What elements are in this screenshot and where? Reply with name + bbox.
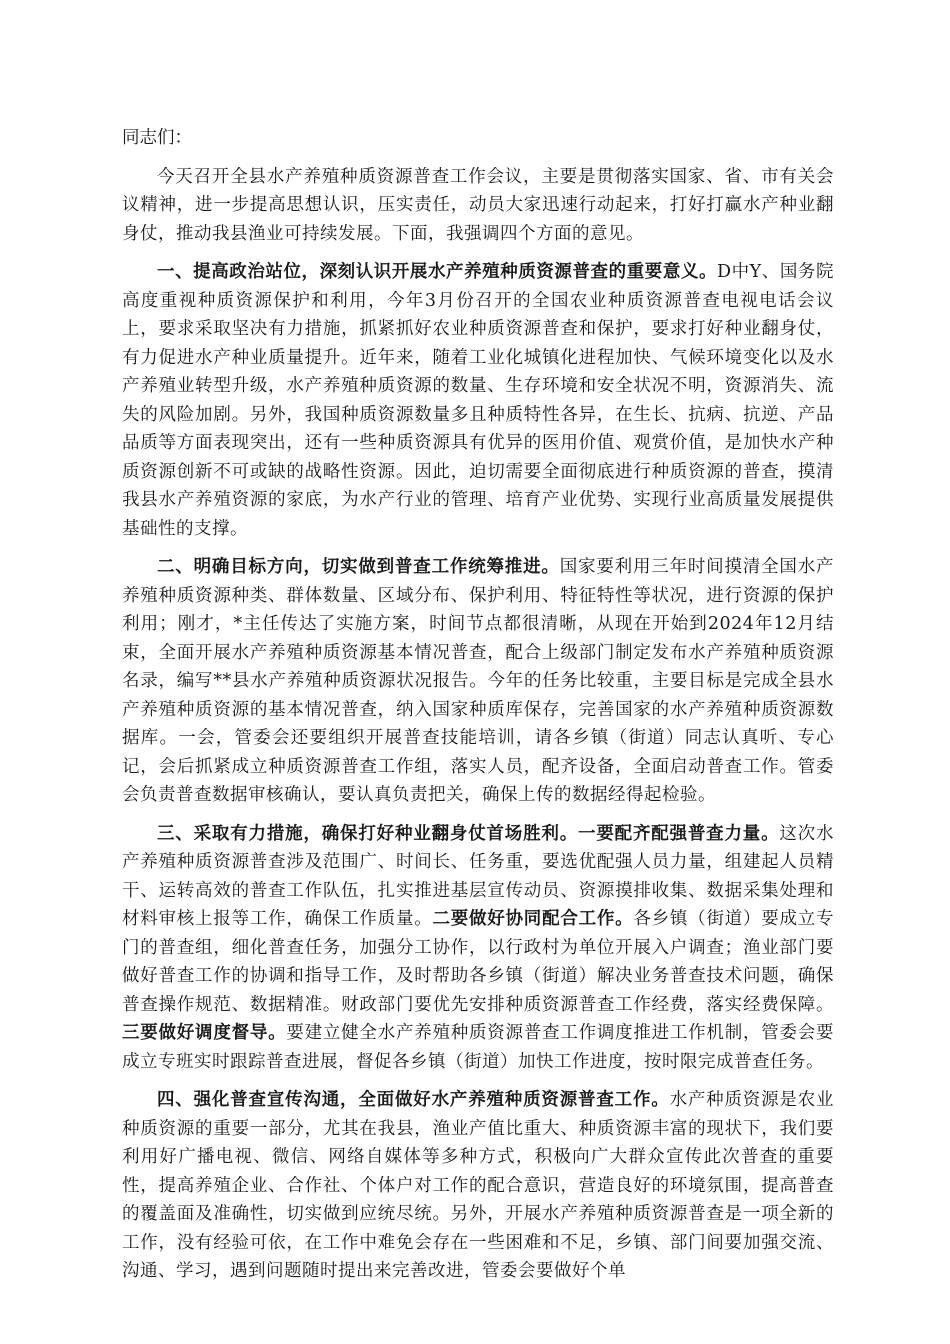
section-2-body: 国家要利用三年时间摸清全国水产养殖种质资源种类、群体数量、区域分布、保护利用、特征特性等状况，进行资源的保护利用；刚才，*主任传达了实施方案，时间节点都很清晰，从现在开始到2024年12月结束，全面开展水产养殖种质资源基本情况普查，配合上级部门制定发布水产养殖种质资源名录，编写**县水产养殖种质资源状况报告。今年的任务比较重，主要目标是完成全县水产养殖种质资源的基本情况普查，纳入国家种质库保存，完善国家的水产养殖种质资源数据库。一会，管委会还要组织开展普查技能培训，请各乡镇（街道）同志认真听、专心记，会后抓紧成立种质资源普查工作组，落实人员，配齐设备，全面启动普查工作。管委会负责普查数据审核确认，要认真负责把关，确保上传的数据经得起检验。	[122, 557, 835, 805]
section-4-paragraph	[122, 1086, 834, 1286]
section-3-paragraph	[122, 820, 834, 1077]
document-page	[122, 124, 834, 1296]
section-1-heading: 一、提高政治站位，深刻认识开展水产养殖种质资源普查的重要意义。	[157, 262, 718, 282]
section-2-heading: 二、明确目标方向，切实做到普查工作统筹推进。	[157, 557, 560, 577]
section-4-heading: 四、强化普查宣传沟通，全面做好水产养殖种质资源普查工作。	[157, 1090, 670, 1110]
section-3-sub1-body: 这次水产养殖种质资源普查涉及范围广、时间长、任务重，要选优配强人员力量，组建起人员精干、运转高效的普查工作队伍，扎实推进基层宣传动员、资源摸排收集、数据采集处理和材料审核上报等工作，确保工作质量。	[122, 823, 835, 929]
section-1-body: D中Y、国务院高度重视种质资源保护和利用，今年3月份召开的全国农业种质资源普查电视电话会议上，要求采取坚决有力措施，抓紧抓好农业种质资源普查和保护，要求打好种业翻身仗，有力促进水产种业质量提升。近年来，随着工业化城镇化进程加快、气候环境变化以及水产养殖业转型升级，水产养殖种质资源的数量、生存环境和安全状况不明，资源消失、流失的风险加剧。另外，我国种质资源数量多且种质特性各异，在生长、抗病、抗逆、产品品质等方面表现突出，还有一些种质资源具有优异的医用价值、观赏价值，是加快水产种质资源创新不可或缺的战略性资源。因此，迫切需要全面彻底进行种质资源的普查，摸清我县水产养殖资源的家底，为水产行业的管理、培育产业优势、实现行业高质量发展提供基础性的支撑。	[122, 262, 834, 539]
section-3-sub3-heading: 三要做好调度督导。	[122, 1023, 287, 1043]
section-4-body: 水产种质资源是农业种质资源的重要一部分，尤其在我县，渔业产值比重大、种质资源丰富的现状下，我们要利用好广播电视、微信、网络自媒体等多种方式，积极向广大群众宣传此次普查的重要性，提高养殖企业、合作社、个体户对工作的配合意识，营造良好的环境氛围，提高普查的覆盖面及准确性，切实做到应统尽统。另外，开展水产养殖种质资源普查是一项全新的工作，没有经验可依，在工作中难免会存在一些困难和不足，乡镇、部门间要加强交流、沟通、学习，遇到问题随时提出来完善改进，管委会要做好个单	[122, 1090, 835, 1281]
section-3-sub2-heading: 二要做好协同配合工作。	[432, 909, 634, 929]
section-3-heading: 三、采取有力措施，确保打好种业翻身仗首场胜利。	[157, 823, 579, 844]
section-1-paragraph	[122, 258, 834, 543]
intro-paragraph: 今天召开全县水产养殖种质资源普查工作会议，主要是贯彻落实国家、省、市有关会议精神，进一步提高思想认识，压实责任，动员大家迅速行动起来，打好打赢水产种业翻身仗，推动我县渔业可持续发展。下面，我强调四个方面的意见。	[122, 166, 834, 244]
section-2-paragraph	[122, 553, 834, 810]
greeting: 同志们：	[122, 128, 192, 148]
section-3-sub1-heading: 一要配齐配强普查力量。	[578, 823, 780, 844]
section-3-sub2-body: 各乡镇（街道）要成立专门的普查组，细化普查任务，加强分工协作，以行政村为单位开展入户调查；渔业部门要做好普查工作的协调和指导工作，及时帮助各乡镇（街道）解决业务普查技术问题，确保普查操作规范、数据精准。财政部门要优先安排种质资源普查工作经费，落实经费保障。	[122, 909, 835, 1015]
section-3-sub3-body: 要建立健全水产养殖种质资源普查工作调度推进工作机制，管委会要成立专班实时跟踪普查进展，督促各乡镇（街道）加快工作进度，按时限完成普查任务。	[122, 1023, 835, 1072]
